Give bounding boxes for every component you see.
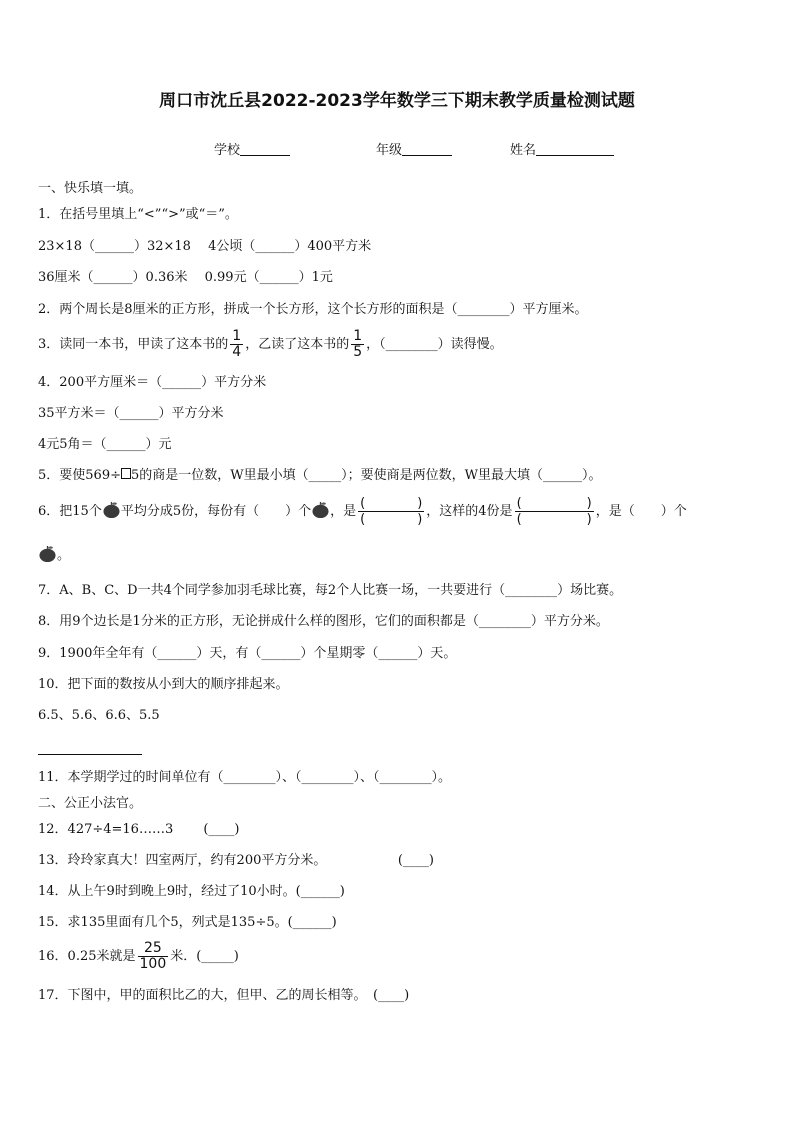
fraction-numerator[interactable]: ( ) bbox=[360, 496, 423, 511]
question-14: 14．从上午9时到晚上9时，经过了10小时。(______) bbox=[38, 884, 345, 899]
blank-box-icon bbox=[121, 468, 131, 479]
question-10: 10．把下面的数按从小到大的顺序排起来。 bbox=[38, 677, 289, 692]
question-16 bbox=[38, 941, 239, 972]
fraction-denominator[interactable]: ( ) bbox=[360, 512, 423, 527]
fraction-denominator[interactable]: ( ) bbox=[516, 512, 592, 527]
question-2: 2．两个周长是8厘米的正方形，拼成一个长方形，这个长方形的面积是（________）平方厘米。 bbox=[38, 302, 588, 317]
section2-heading: 二、公正小法官。 bbox=[38, 796, 143, 811]
apple-icon bbox=[311, 501, 330, 519]
fraction-numerator: 25 bbox=[138, 941, 169, 957]
name-field bbox=[510, 139, 614, 158]
question-13: 13．玲玲家真大！四室两厅，约有200平方分米。 (____) bbox=[38, 853, 434, 868]
question-9: 9．1900年全年有（______）天，有（______）个星期零（______）天。 bbox=[38, 646, 457, 661]
fraction-25-over-100 bbox=[138, 941, 169, 972]
question-11: 11．本学期学过的时间单位有（________）、（________）、（________）。 bbox=[38, 770, 452, 785]
question-16-text-b: 米．(_____) bbox=[170, 949, 239, 964]
question-3-text-b: ，乙读了这本书的 bbox=[245, 337, 350, 352]
school-blank[interactable] bbox=[240, 142, 290, 156]
question-6-tail bbox=[38, 545, 70, 565]
question-12: 12．427÷4=16……3 (____) bbox=[38, 822, 240, 837]
fraction-blank-1 bbox=[358, 496, 424, 527]
fraction-denominator: 4 bbox=[232, 344, 242, 360]
fraction-denominator: 100 bbox=[139, 956, 167, 972]
question-1: 1．在括号里填上“<”“>”或“＝”。 bbox=[38, 207, 238, 222]
question-5 bbox=[38, 467, 601, 485]
name-label: 姓名 bbox=[510, 143, 537, 158]
question-4-line1: 4．200平方厘米＝（______）平方分米 bbox=[38, 375, 267, 390]
grade-blank[interactable] bbox=[402, 142, 452, 156]
question-6-tail-text: 。 bbox=[57, 548, 71, 563]
fraction-one-fifth bbox=[351, 329, 364, 360]
apple-icon bbox=[38, 545, 57, 563]
fraction-numerator[interactable]: ( ) bbox=[516, 496, 592, 511]
question-6-text-e: ，是（ ）个 bbox=[595, 504, 687, 519]
fraction-denominator: 5 bbox=[353, 344, 363, 360]
question-10-numbers: 6.5、5.6、6.6、5.5 bbox=[38, 708, 160, 723]
question-6-text-d: ，这样的4份是 bbox=[426, 504, 513, 519]
grade-field bbox=[376, 139, 452, 158]
question-6-text-c: ，是 bbox=[330, 504, 357, 519]
question-1-line2: 36厘米（______）0.36米 0.99元（______）1元 bbox=[38, 270, 333, 285]
page-title: 周口市沈丘县2022-2023学年数学三下期末教学质量检测试题 bbox=[159, 91, 635, 111]
school-label: 学校 bbox=[214, 143, 241, 158]
answer-line[interactable] bbox=[38, 754, 142, 755]
question-5-text-a: 5．要使569÷ bbox=[38, 468, 121, 483]
question-1-line1: 23×18（______）32×18 4公顷（______）400平方米 bbox=[38, 239, 372, 254]
question-8: 8．用9个边长是1分米的正方形，无论拼成什么样的图形，它们的面积都是（________）平方分米。 bbox=[38, 614, 609, 629]
fraction-blank-2 bbox=[515, 496, 594, 527]
question-5-text-b: 5的商是一位数，W里最小填（_____）；要使商是两位数，W里最大填（______）。 bbox=[130, 468, 602, 483]
question-15: 15．求135里面有几个5，列式是135÷5。(______) bbox=[38, 915, 337, 930]
apple-icon bbox=[102, 501, 121, 519]
question-4-line3: 4元5角＝（______）元 bbox=[38, 437, 172, 452]
question-3 bbox=[38, 329, 503, 360]
school-field bbox=[214, 139, 290, 158]
question-16-text-a: 16．0.25米就是 bbox=[38, 949, 136, 964]
fraction-one-quarter bbox=[230, 329, 243, 360]
name-blank[interactable] bbox=[536, 142, 614, 156]
question-3-text-a: 3．读同一本书，甲读了这本书的 bbox=[38, 337, 229, 352]
question-6 bbox=[38, 496, 687, 527]
fraction-numerator: 1 bbox=[232, 328, 242, 344]
question-6-text-b: 平均分成5份，每份有（ ）个 bbox=[120, 504, 312, 519]
fraction-numerator: 1 bbox=[353, 328, 363, 344]
question-3-text-c: ，（________）读得慢。 bbox=[366, 337, 503, 352]
question-4-line2: 35平方米＝（______）平方分米 bbox=[38, 406, 224, 421]
question-7: 7．A、B、C、D一共4个同学参加羽毛球比赛，每2个人比赛一场，一共要进行（________）场比赛。 bbox=[38, 583, 623, 598]
section1-heading: 一、快乐填一填。 bbox=[38, 181, 143, 196]
grade-label: 年级 bbox=[376, 143, 403, 158]
question-17: 17．下图中，甲的面积比乙的大，但甲、乙的周长相等。 (____) bbox=[38, 988, 410, 1003]
question-6-text-a: 6．把15个 bbox=[38, 504, 102, 519]
